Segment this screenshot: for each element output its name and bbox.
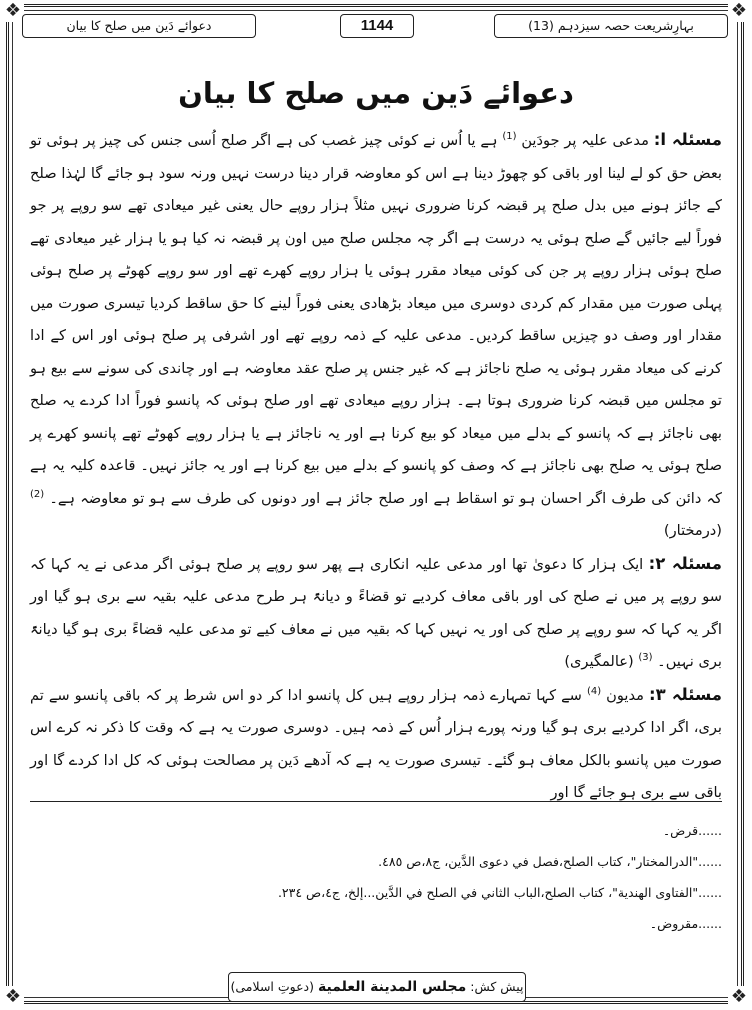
masala-text: ہے یا اُس نے کوئی چیز غصب کی ہے اگر صلح اُسی جنس کی چیز پر ہوئی تو بعض حق کو لے لینا اور باقی کو چھوڑ دینا ہے اس کو معاوضہ قرار دینا درست نہیں ورنہ سود ہو جائے گا لہٰذا صلح کے جائز ہونے میں بدل صلح پر قبضہ کرنا ضروری نہیں مثلاً ہزار روپے حال یعنی غیر میعادی تھے سو روپے پر جو فوراً لیے جائیں گے صلح ہوئی یہ درست ہے اگر چہ مجلس صلح میں اون پر قبضہ نہ کیا ہو یا ہزار غیر میعادی تھے صلح ہوئی ہزار روپے پر جن کی کوئی میعاد مقرر ہوئی یا ہزار روپے کھرے تھے اور سو روپے کھوٹے پر صلح ہوئی پہلی صورت میں مقدار کم کردی دوسری میں میعاد بڑھادی یعنی فوراً لینے کا حق ساقط کردیا تیسری صورت میں مقدار اور وصف دو چیزیں ساقط کردیں۔ مدعی علیہ کے ذمہ روپے تھے اور اشرفی پر صلح ہوئی اور اس کے ادا کرنے کی میعاد مقرر ہوئی یہ صلح ناجائز ہے کہ غیر جنس پر صلح عقد معاوضہ ہے اور چاندی کی سونے سے بیع ہو تو مجلس میں قبضہ کرنا ضروری ہوتا ہے۔ ہزار روپے میعادی تھے اور صلح ہوئی کہ پانسو فوراً ادا کردے یہ صلح بھی ناجائز ہے کہ پانسو کے بدلے میں میعاد کو بیع کرنا ہے اور یہ ناجائز ہے یا ہزار روپے کھوٹے تھے پانسو کھرے پر صلح ہوئی یہ صلح بھی ناجائز ہے کہ وصف کو پانسو کے بدلے میں بیع کرنا ہے اور یہ جائز نہیں۔ قاعدہ کلیہ یہ ہے کہ دائن کی طرف اگر احسان ہو تو اسقاط ہے اور صلح جائز ہے اور دونوں کی طرف سے ہو تو معاوضہ ہے۔: [30, 132, 723, 507]
footnotes: [30, 815, 722, 939]
page-number: 1144: [340, 14, 414, 38]
corner-ornament-icon: ❖: [2, 0, 24, 22]
book-name: بہارِشریعت حصہ سیزدہم: [557, 18, 694, 33]
publisher-suffix: (دعوتِ اسلامی): [230, 979, 314, 994]
footnote-separator: [30, 801, 722, 802]
footnote-item: ......"الدرالمختار"، كتاب الصلح،فصل في دعوى الدَّين، ج٨،ص ٤٨٥.: [378, 854, 722, 869]
footnote-ref[interactable]: (3): [638, 652, 653, 664]
source-citation: (درمختار): [663, 522, 722, 539]
masala-2: [30, 548, 722, 679]
source-citation: (عالمگیری): [564, 653, 634, 670]
publisher-name: مجلس المدينة العلمية: [317, 979, 467, 995]
masala-label: مسئلہ ۲:: [648, 553, 723, 573]
masala-text: مدیون: [606, 686, 644, 704]
chapter-title: دعوائے دَین میں صلح کا بیان: [178, 76, 574, 110]
footnote-item: ......قرض۔: [662, 823, 722, 838]
body-text: [30, 124, 722, 810]
masala-text: مدعی علیہ پر جودَین: [521, 132, 649, 149]
masala-text: سے کہا تمہارے ذمہ ہزار روپے ہیں کل پانسو ادا کر دو اس شرط پر کہ باقی پانسو سے تم بری، اگر ادا کردیے بری ہو گیا ورنہ پورے ہزار اُس کے ذمہ ہیں۔ دوسری صورت یہ ہے کہ وقت کا ذکر نہ کرے اس صورت میں پانسو بالکل معاف ہو گئے۔ تیسری صورت یہ ہے کہ آدھے دَین پر مصالحت ہوئی کہ کل ادا کردے گا اور باقی سے بری ہو جائے گا اور: [30, 686, 722, 801]
header-chapter-title: دعوائے دَین میں صلح کا بیان: [22, 14, 256, 38]
masala-label: مسئلہ ۳:: [649, 684, 722, 704]
book-part: (13): [528, 18, 554, 33]
header-book-title: [494, 14, 728, 38]
masala-1: [30, 124, 722, 548]
publisher-footer: [228, 972, 526, 1002]
footnote-ref[interactable]: (1): [502, 131, 517, 143]
footnote-item: ......مقروض۔: [649, 916, 722, 931]
running-header: [18, 12, 732, 38]
masala-text: ایک ہزار کا دعویٰ تھا اور مدعی علیہ انکاری ہے پھر سو روپے پر صلح ہوئی اگر مدعی نے یہ کہا کہ سو روپے پر میں نے صلح کی اور باقی معاف کردیے تو قضاءً و دیانۃً ہر طرح مدعی علیہ بقیہ سے بری ہو گیا اور اگر یہ کہا کہ سو روپے پر صلح کی اور یہ نہیں کہا کہ بقیہ میں نے معاف کیے تو مدعی علیہ قضاءً بری ہو گیا دیانۃً بری نہیں۔: [30, 555, 722, 670]
footnote-ref[interactable]: (4): [586, 685, 602, 697]
masala-3: [30, 679, 722, 810]
corner-ornament-icon: ❖: [728, 986, 750, 1008]
corner-ornament-icon: ❖: [728, 0, 750, 22]
footer-prefix: پیش کش:: [470, 979, 524, 994]
footnote-ref[interactable]: (2): [30, 488, 45, 500]
masala-label: مسئلہ ا:: [653, 130, 723, 149]
footnote-item: ......"الفتاوى الهندية"، كتاب الصلح،الباب الثاني في الصلح في الدَّين...إلخ، ج٤،ص ٢٣٤.: [277, 885, 722, 900]
corner-ornament-icon: ❖: [2, 986, 24, 1008]
